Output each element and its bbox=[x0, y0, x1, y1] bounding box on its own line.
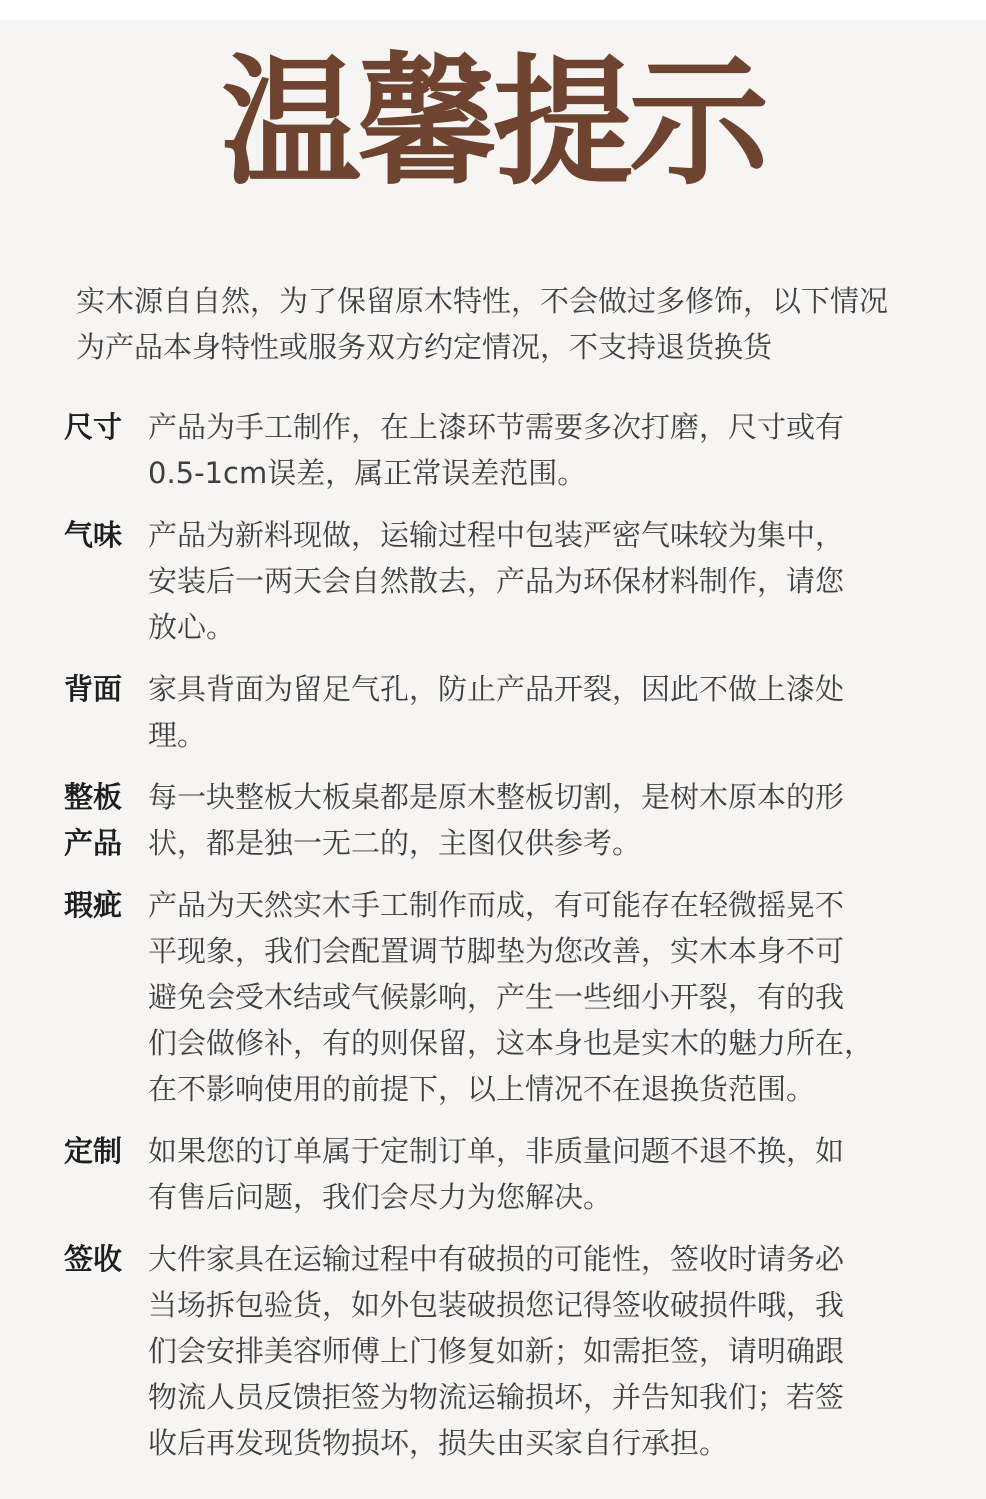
top-strip bbox=[0, 0, 986, 20]
notice-text: 家具背面为留足气孔，防止产品开裂，因此不做上漆处 理。 bbox=[148, 672, 845, 752]
notice-text: 每一块整板大板桌都是原木整板切割，是树木原本的形 状，都是独一无二的，主图仅供参考。 bbox=[148, 780, 845, 860]
notice-item-receipt bbox=[64, 1236, 924, 1466]
notice-label: 瑕疵 bbox=[64, 888, 123, 922]
notice-text: 产品为新料现做，运输过程中包装严密气味较为集中， 安装后一两天会自然散去，产品为环保材料制作，请您 放心。 bbox=[148, 518, 845, 644]
notice-label: 签收 bbox=[64, 1242, 123, 1276]
notice-item-flaw bbox=[64, 882, 924, 1112]
intro-paragraph: 实木源自自然，为了保留原木特性，不会做过多修饰，以下情况为产品本身特性或服务双方约定情况，不支持退货换货 bbox=[76, 284, 889, 364]
notice-label: 背面 bbox=[64, 672, 123, 706]
notice-label: 定制 bbox=[64, 1134, 123, 1168]
page-title: 温馨提示 bbox=[220, 42, 765, 205]
notice-list bbox=[64, 404, 924, 1466]
notice-text: 如果您的订单属于定制订单，非质量问题不退不换，如 有售后问题，我们会尽力为您解决。 bbox=[148, 1134, 845, 1214]
notice-text: 大件家具在运输过程中有破损的可能性，签收时请务必 当场拆包验货，如外包装破损您记得签收破损件哦，我 们会安排美容师傅上门修复如新；如需拒签，请明确跟 物流人员反馈拒签为物流运输损坏，并告知我们；若签 收后再发现货物损坏，损失由买家自行承担。 bbox=[148, 1242, 845, 1460]
notice-item-back bbox=[64, 666, 924, 758]
notice-label: 尺寸 bbox=[64, 410, 123, 444]
notice-item-custom bbox=[64, 1128, 924, 1220]
notice-text: 产品为天然实木手工制作而成，有可能存在轻微摇晃不 平现象，我们会配置调节脚垫为您改善，实木本身不可 避免会受木结或气候影响，产生一些细小开裂，有的我 们会做修补，有的则保留，这本身也是实木的魅力所在， 在不影响使用的前提下，以上情况不在退换货范围。 bbox=[148, 888, 874, 1106]
notice-label: 气味 bbox=[64, 518, 123, 552]
notice-label: 整板 产品 bbox=[64, 780, 123, 860]
notice-item-smell bbox=[64, 512, 924, 650]
notice-item-slab bbox=[64, 774, 924, 866]
notice-text: 产品为手工制作，在上漆环节需要多次打磨，尺寸或有 0.5-1cm误差，属正常误差范围。 bbox=[148, 410, 845, 490]
notice-item-size bbox=[64, 404, 924, 496]
